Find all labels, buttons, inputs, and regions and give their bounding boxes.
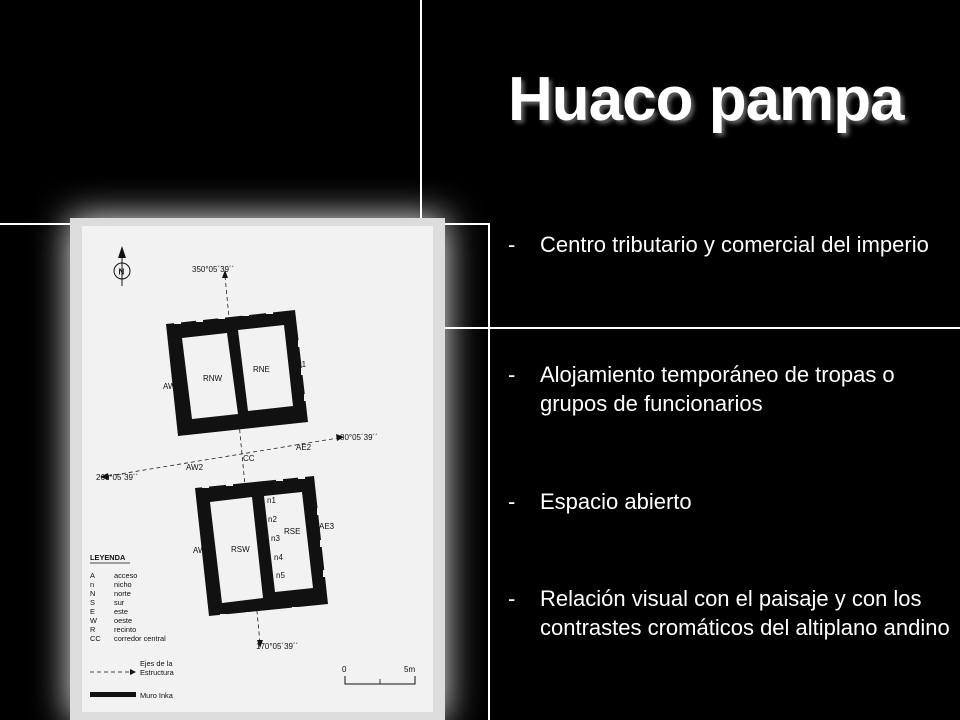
south-building bbox=[191, 473, 329, 619]
legend-key: E bbox=[90, 607, 95, 616]
bullet-2 bbox=[508, 360, 960, 418]
legend-value: oeste bbox=[114, 616, 133, 625]
floor-plan-figure bbox=[70, 218, 445, 720]
room-label-rse: RSE bbox=[284, 527, 301, 536]
bullet-3 bbox=[508, 487, 960, 516]
frame-line-horizontal-mid bbox=[420, 327, 960, 329]
bullet-dash: - bbox=[508, 362, 516, 387]
scale-zero-label: 0 bbox=[342, 665, 347, 674]
bearing-north-label: 350°05´39´´ bbox=[192, 265, 235, 274]
room-label-rsw: RSW bbox=[231, 545, 250, 554]
access-label-ae2: AE2 bbox=[296, 443, 312, 452]
room-label-rnw: RNW bbox=[203, 374, 223, 383]
legend-key: R bbox=[90, 625, 96, 634]
room-label-rne: RNE bbox=[253, 365, 270, 374]
legend-value: este bbox=[114, 607, 128, 616]
legend-key: A bbox=[90, 571, 95, 580]
north-building bbox=[162, 308, 310, 440]
bullet-text: Centro tributario y comercial del imperio bbox=[540, 232, 929, 257]
bullet-text: Espacio abierto bbox=[540, 489, 692, 514]
bullet-dash: - bbox=[508, 489, 516, 514]
niche-label-n4: n4 bbox=[274, 553, 283, 562]
legend-axes-label-2: Estructura bbox=[140, 668, 174, 677]
legend-key: CC bbox=[90, 634, 101, 643]
legend-value: recinto bbox=[114, 625, 137, 634]
bullet-4 bbox=[508, 584, 960, 642]
north-label: N bbox=[118, 267, 125, 277]
access-label-aw2: AW2 bbox=[186, 463, 204, 472]
legend-wall-label: Muro Inka bbox=[140, 691, 173, 700]
bullet-dash: - bbox=[508, 232, 516, 257]
scale-end-label: 5m bbox=[404, 665, 416, 674]
slide-title: Huaco pampa bbox=[508, 65, 904, 134]
access-label-ae1: AE1 bbox=[291, 360, 307, 369]
bearing-west-label: 260°05´39´´ bbox=[96, 473, 139, 482]
legend-value: acceso bbox=[114, 571, 138, 580]
access-label-aw1: AW1 bbox=[163, 382, 181, 391]
niche-label-n5: n5 bbox=[276, 571, 285, 580]
frame-line-vertical-main bbox=[488, 223, 490, 720]
legend-value: sur bbox=[114, 598, 125, 607]
bearing-east-label: 80°05´39´´ bbox=[340, 433, 378, 442]
legend-key: S bbox=[90, 598, 95, 607]
niche-label-n2: n2 bbox=[268, 515, 277, 524]
legend-value: nicho bbox=[114, 580, 132, 589]
legend-key: N bbox=[90, 589, 96, 598]
legend-title: LEYENDA bbox=[90, 553, 126, 562]
niche-label-n3: n3 bbox=[271, 534, 280, 543]
legend-value: norte bbox=[114, 589, 131, 598]
bearing-south-label: 170°05´39´´ bbox=[256, 642, 299, 651]
legend-key: W bbox=[90, 616, 97, 625]
legend-value: corredor central bbox=[114, 634, 166, 643]
bullet-text: Alojamiento temporáneo de tropas o grupos de funcionarios bbox=[540, 362, 895, 416]
bullet-dash: - bbox=[508, 586, 516, 611]
bullet-text: Relación visual con el paisaje y con los contrastes cromáticos del altiplano andino bbox=[540, 586, 950, 640]
legend-axes-label-1: Ejes de la bbox=[140, 659, 173, 668]
bullet-1 bbox=[508, 230, 960, 259]
floor-plan-drawing bbox=[70, 218, 445, 720]
legend-key: n bbox=[90, 580, 95, 589]
access-label-aw3: AW3 bbox=[193, 546, 211, 555]
access-label-ae3: AE3 bbox=[319, 522, 335, 531]
niche-label-n1: n1 bbox=[267, 496, 276, 505]
corridor-label-cc: CC bbox=[243, 454, 255, 463]
wall-legend-swatch bbox=[90, 692, 136, 697]
